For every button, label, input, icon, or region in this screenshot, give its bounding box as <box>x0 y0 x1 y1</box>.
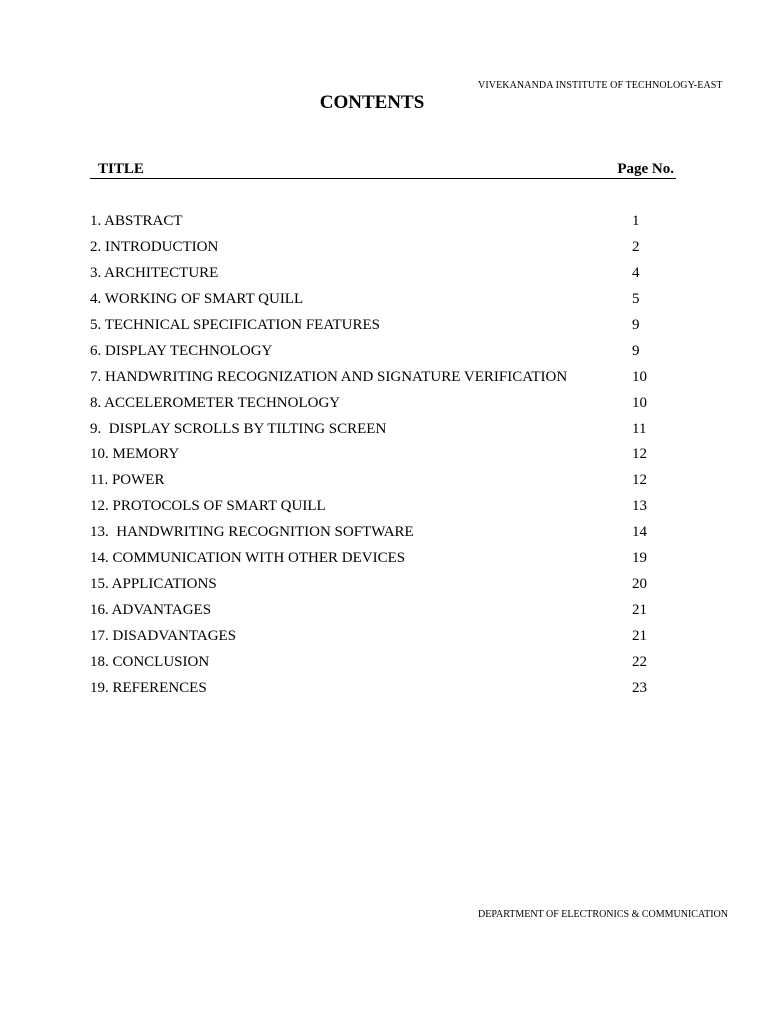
toc-entry-title: 17. DISADVANTAGES <box>90 628 237 644</box>
header-institute-name: VIVEKANANDA INSTITUTE OF TECHNOLOGY-EAST <box>478 80 723 91</box>
toc-row <box>90 262 676 288</box>
toc-entry-title: 15. APPLICATIONS <box>90 576 217 593</box>
toc-entry-title: 19. REFERENCES <box>90 679 207 696</box>
toc-entry-page: 12 <box>632 472 647 489</box>
toc-row <box>90 340 676 366</box>
toc-entry-page: 12 <box>632 446 647 463</box>
toc-row <box>90 521 676 547</box>
toc-entry-page: 19 <box>632 550 647 567</box>
toc-row <box>90 236 676 262</box>
toc-entry-title: 11. POWER <box>90 472 165 489</box>
toc-row <box>90 677 676 703</box>
toc-row <box>90 651 676 677</box>
toc-entry-page: 23 <box>632 679 647 696</box>
toc-entry-page: 1 <box>632 213 640 229</box>
toc-entry-title: 14. COMMUNICATION WITH OTHER DEVICES <box>90 550 406 567</box>
toc-row <box>90 392 676 418</box>
toc-entry-title: 5. TECHNICAL SPECIFICATION FEATURES <box>90 316 381 333</box>
toc-entry-title: 12. PROTOCOLS OF SMART QUILL <box>90 498 326 515</box>
footer-department-name: DEPARTMENT OF ELECTRONICS & COMMUNICATION <box>478 909 728 920</box>
toc-entry-page: 5 <box>632 290 640 307</box>
toc-entry-title: 1. ABSTRACT <box>90 213 183 229</box>
toc-entry-page: 14 <box>632 524 647 541</box>
toc-entry-page: 21 <box>632 628 647 644</box>
toc-entry-title: 16. ADVANTAGES <box>90 602 212 619</box>
toc-entry-page: 10 <box>632 394 647 411</box>
toc-entry-page: 20 <box>632 576 647 593</box>
toc-entry-title: 8. ACCELEROMETER TECHNOLOGY <box>90 394 341 411</box>
toc-row <box>90 314 676 340</box>
toc-row <box>90 625 676 651</box>
page-title: CONTENTS <box>319 92 425 113</box>
toc-entry-title: 4. WORKING OF SMART QUILL <box>90 290 304 307</box>
toc-entry-page: 22 <box>632 653 647 670</box>
toc-row <box>90 573 676 599</box>
toc-row <box>90 288 676 314</box>
toc-entry-page: 9 <box>632 316 640 333</box>
toc-column-title-label: TITLE <box>98 161 144 177</box>
toc-list <box>90 210 676 703</box>
toc-entry-page: 10 <box>632 368 647 385</box>
toc-row <box>90 547 676 573</box>
toc-entry-page: 13 <box>632 498 647 515</box>
toc-entry-title: 18. CONCLUSION <box>90 653 210 670</box>
toc-entry-page: 11 <box>632 420 647 437</box>
toc-row <box>90 366 676 392</box>
toc-row <box>90 495 676 521</box>
toc-entry-title: 6. DISPLAY TECHNOLOGY <box>90 342 273 359</box>
toc-row <box>90 418 676 444</box>
toc-row <box>90 443 676 469</box>
toc-entry-title: 2. INTRODUCTION <box>90 238 219 255</box>
toc-row <box>90 599 676 625</box>
toc-entry-title: 9. DISPLAY SCROLLS BY TILTING SCREEN <box>90 420 387 437</box>
toc-entry-title: 7. HANDWRITING RECOGNIZATION AND SIGNATURE VERIFICATION <box>90 368 568 385</box>
toc-entry-page: 9 <box>632 342 640 359</box>
toc-column-page-label: Page No. <box>617 161 674 177</box>
toc-row <box>90 210 676 236</box>
toc-entry-title: 10. MEMORY <box>90 446 180 463</box>
toc-entry-page: 21 <box>632 602 647 619</box>
toc-entry-title: 3. ARCHITECTURE <box>90 264 219 281</box>
toc-column-header <box>90 160 676 179</box>
toc-row <box>90 469 676 495</box>
toc-entry-title: 13. HANDWRITING RECOGNITION SOFTWARE <box>90 524 414 541</box>
toc-entry-page: 2 <box>632 238 640 255</box>
toc-entry-page: 4 <box>632 264 640 281</box>
